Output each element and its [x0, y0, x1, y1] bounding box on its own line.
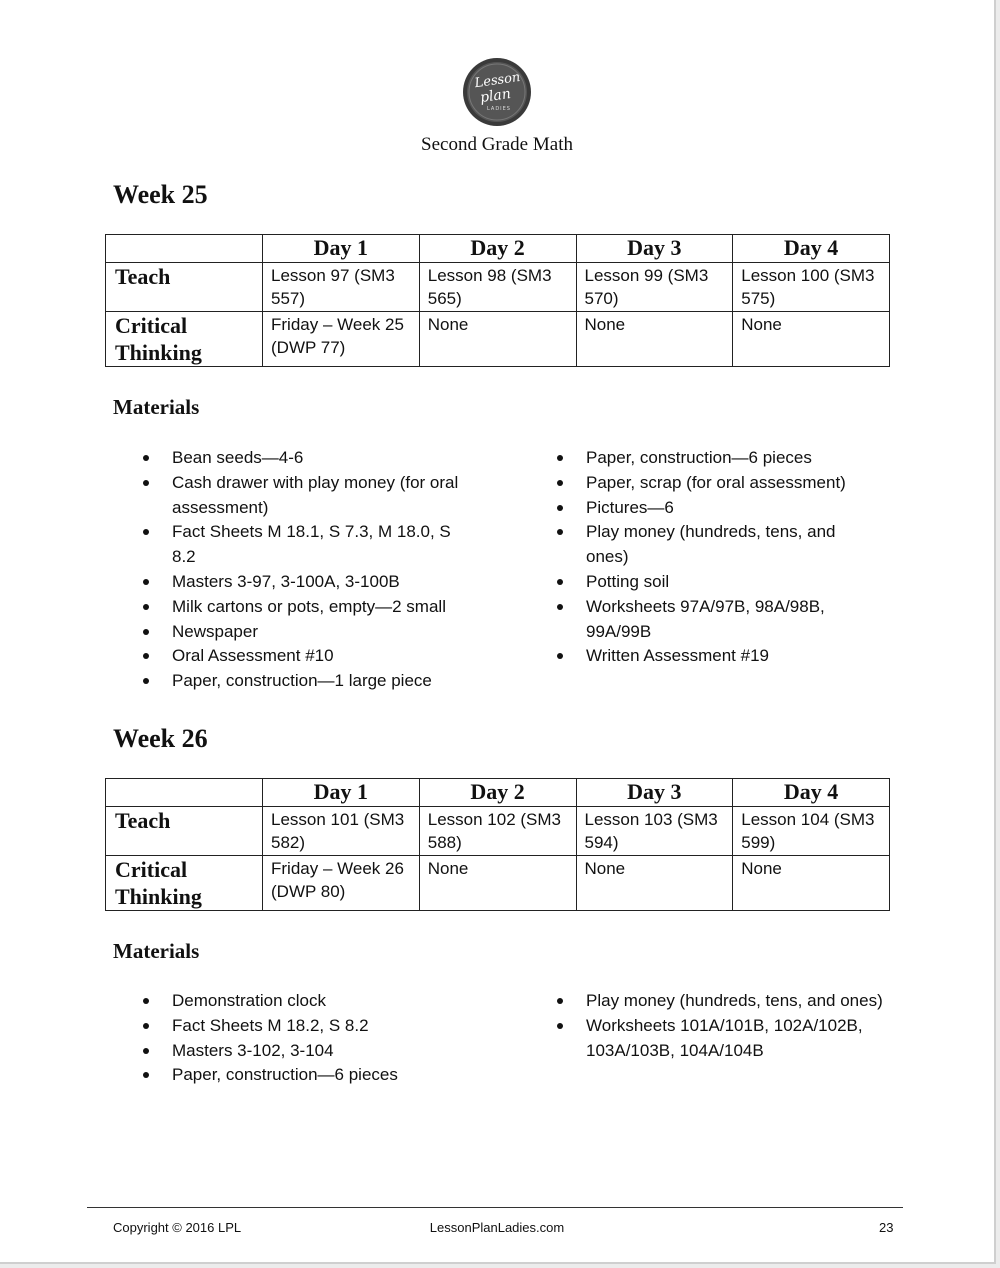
materials-list-left [143, 446, 473, 694]
list-item: Fact Sheets M 18.2, S 8.2 [143, 1014, 473, 1039]
schedule-table [105, 778, 890, 911]
materials-list-right [557, 989, 892, 1063]
week-title: Week 25 [113, 180, 208, 209]
column-header: Day 1 [263, 779, 420, 807]
table-cell: None [576, 312, 733, 367]
table-row [106, 807, 890, 856]
table-cell: Friday – Week 25 (DWP 77) [263, 312, 420, 367]
row-header: Teach [106, 263, 263, 312]
header-row [106, 235, 890, 263]
footer-site: LessonPlanLadies.com [429, 1220, 565, 1235]
column-header: Day 3 [576, 235, 733, 263]
list-item: Play money (hundreds, tens, and ones) [557, 520, 877, 570]
document-subtitle: Second Grade Math [421, 134, 573, 155]
footer-divider [87, 1207, 903, 1208]
list-item: Worksheets 101A/101B, 102A/102B, 103A/103B, 104A/104B [557, 1014, 892, 1064]
list-item: Cash drawer with play money (for oral assessment) [143, 471, 473, 521]
table-row [106, 263, 890, 312]
list-item: Masters 3-102, 3-104 [143, 1039, 473, 1064]
list-item: Worksheets 97A/97B, 98A/98B, 99A/99B [557, 595, 877, 645]
table-cell: Lesson 97 (SM3 557) [263, 263, 420, 312]
column-header: Day 3 [576, 779, 733, 807]
svg-text:Lesson: Lesson [473, 69, 522, 92]
column-header: Day 1 [263, 235, 420, 263]
table-cell: None [733, 856, 890, 911]
corner-cell [106, 779, 263, 807]
corner-cell [106, 235, 263, 263]
column-header: Day 2 [419, 235, 576, 263]
list-item: Milk cartons or pots, empty—2 small [143, 595, 473, 620]
materials-title: Materials [113, 939, 200, 963]
header-row [106, 779, 890, 807]
table-cell: Lesson 104 (SM3 599) [733, 807, 890, 856]
column-header: Day 2 [419, 779, 576, 807]
materials-list-right [557, 446, 877, 669]
materials-list-left [143, 989, 473, 1088]
list-item: Demonstration clock [143, 989, 473, 1014]
list-item: Play money (hundreds, tens, and ones) [557, 989, 892, 1014]
table-cell: Lesson 102 (SM3 588) [419, 807, 576, 856]
table-cell: Lesson 101 (SM3 582) [263, 807, 420, 856]
lesson-plan-ladies-logo [462, 57, 532, 127]
svg-text:LADIES: LADIES [487, 106, 511, 112]
table-row [106, 312, 890, 367]
footer-copyright: Copyright © 2016 LPL [113, 1220, 242, 1235]
table-cell: None [733, 312, 890, 367]
table-cell: Lesson 103 (SM3 594) [576, 807, 733, 856]
table-cell: None [576, 856, 733, 911]
materials-title: Materials [113, 395, 200, 419]
table-cell: Lesson 98 (SM3 565) [419, 263, 576, 312]
page-number: 23 [879, 1220, 894, 1235]
schedule-table [105, 234, 890, 367]
list-item: Paper, construction—1 large piece [143, 669, 473, 694]
table-cell: None [419, 856, 576, 911]
svg-text:plan: plan [479, 85, 512, 107]
list-item: Paper, construction—6 pieces [143, 1063, 473, 1088]
row-header: Critical Thinking [106, 312, 263, 367]
column-header: Day 4 [733, 779, 890, 807]
table-cell: None [419, 312, 576, 367]
list-item: Written Assessment #19 [557, 644, 877, 669]
table-row [106, 856, 890, 911]
list-item: Oral Assessment #10 [143, 644, 473, 669]
list-item: Masters 3-97, 3-100A, 3-100B [143, 570, 473, 595]
row-header: Teach [106, 807, 263, 856]
list-item: Potting soil [557, 570, 877, 595]
table-cell: Lesson 99 (SM3 570) [576, 263, 733, 312]
list-item: Paper, construction—6 pieces [557, 446, 877, 471]
table-cell: Lesson 100 (SM3 575) [733, 263, 890, 312]
column-header: Day 4 [733, 235, 890, 263]
list-item: Fact Sheets M 18.1, S 7.3, M 18.0, S 8.2 [143, 520, 473, 570]
list-item: Pictures—6 [557, 496, 877, 521]
row-header: Critical Thinking [106, 856, 263, 911]
list-item: Newspaper [143, 620, 473, 645]
table-cell: Friday – Week 26 (DWP 80) [263, 856, 420, 911]
list-item: Paper, scrap (for oral assessment) [557, 471, 877, 496]
week-title: Week 26 [113, 724, 208, 753]
list-item: Bean seeds—4-6 [143, 446, 473, 471]
